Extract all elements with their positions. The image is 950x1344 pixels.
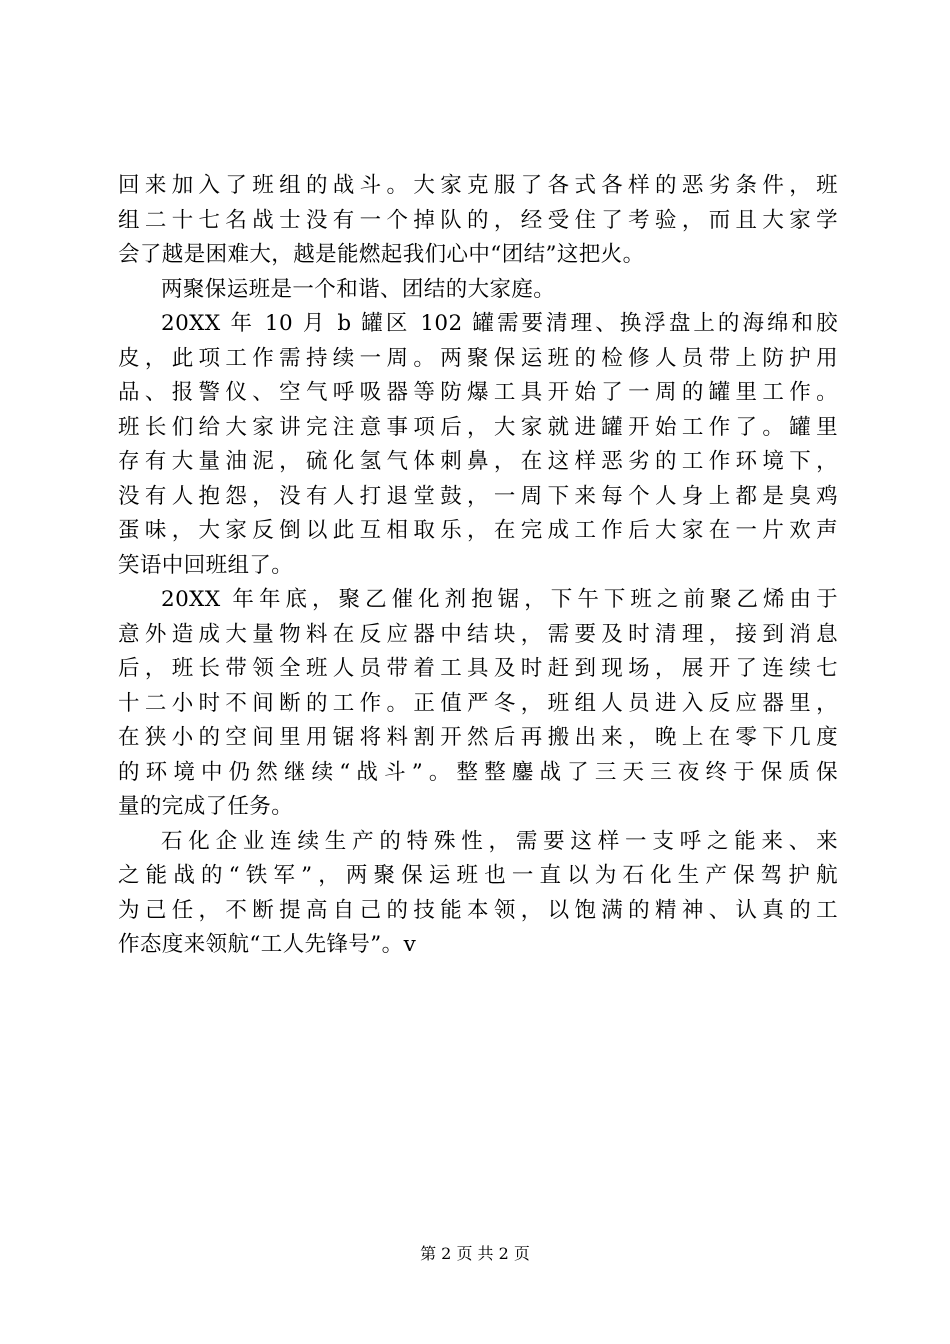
text-line: 之能战的“铁军”，两聚保运班也一直以为石化生产保驾护航 (118, 863, 838, 888)
text-line: 20XX 年年底，聚乙催化剂抱锯，下午下班之前聚乙烯由于 (161, 587, 838, 612)
text-line: 十二小时不间断的工作。正值严冬，班组人员进入反应器里， (118, 690, 838, 716)
text-line: 20XX 年 10 月 b 罐区 102 罐需要清理、换浮盘上的海绵和胶 (161, 311, 838, 336)
text-line: 在狭小的空间里用锯将料割开然后再搬出来，晚上在零下几度 (118, 725, 838, 750)
paragraph-3 (118, 307, 838, 583)
text-line: 笑语中回班组了。 (118, 552, 294, 578)
text-line: 两聚保运班是一个和谐、团结的大家庭。 (161, 276, 556, 302)
text-line: 回来加入了班组的战斗。大家克服了各式各样的恶劣条件，班 (118, 173, 838, 198)
text-line: 班长们给大家讲完注意事项后，大家就进罐开始工作了。罐里 (118, 414, 838, 440)
page-number-footer: 第 2 页 共 2 页 (420, 1244, 530, 1263)
text-line: 组二十七名战士没有一个掉队的，经受住了考验，而且大家学 (118, 207, 838, 233)
text-line: 皮，此项工作需持续一周。两聚保运班的检修人员带上防护用 (118, 345, 838, 371)
paragraph-1 (118, 169, 838, 273)
text-line: 会了越是困难大，越是能燃起我们心中“团结”这把火。 (118, 242, 645, 267)
paragraph-4 (118, 583, 838, 825)
document-body (118, 169, 838, 963)
text-line: 量的完成了任务。 (118, 794, 294, 819)
text-line: 后，班长带领全班人员带着工具及时赶到现场，展开了连续七 (118, 656, 838, 681)
paragraph-2 (118, 273, 838, 308)
text-line: 的环境中仍然继续“战斗”。整整鏖战了三天三夜终于保质保 (118, 759, 838, 785)
text-line: 没有人抱怨，没有人打退堂鼓，一周下来每个人身上都是臭鸡 (118, 483, 838, 509)
text-line: 作态度来领航“工人先锋号”。v (118, 932, 417, 957)
text-line: 存有大量油泥，硫化氢气体刺鼻，在这样恶劣的工作环境下， (118, 449, 838, 474)
text-line: 石化企业连续生产的特殊性，需要这样一支呼之能来、来 (161, 828, 838, 854)
text-line: 蛋味，大家反倒以此互相取乐，在完成工作后大家在一片欢声 (118, 518, 838, 543)
paragraph-5 (118, 825, 838, 963)
text-line: 品、报警仪、空气呼吸器等防爆工具开始了一周的罐里工作。 (118, 380, 838, 405)
text-line: 为己任，不断提高自己的技能本领，以饱满的精神、认真的工 (118, 897, 838, 923)
text-line: 意外造成大量物料在反应器中结块，需要及时清理，接到消息 (118, 621, 838, 647)
